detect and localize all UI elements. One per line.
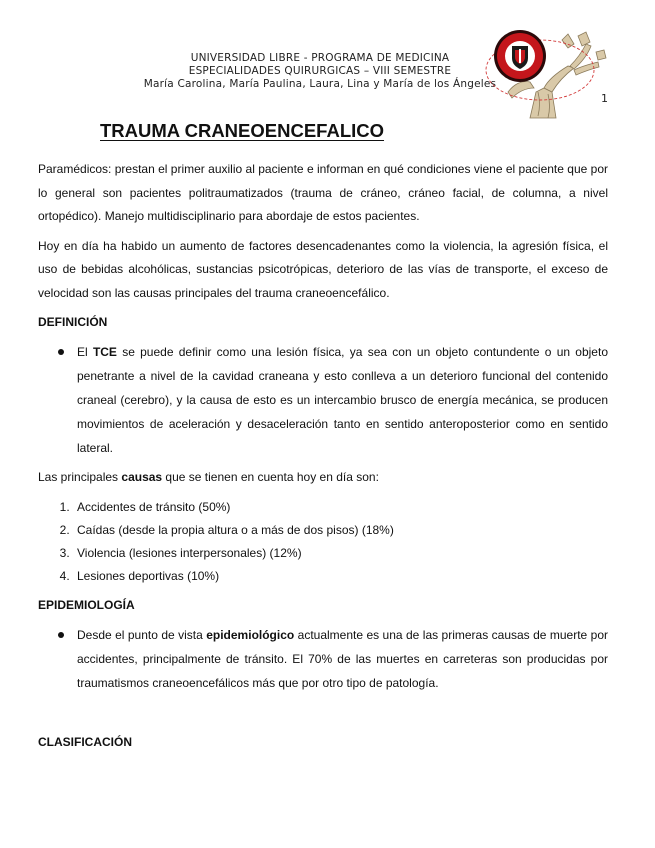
header-specialty: ESPECIALIDADES QUIRURGICAS – VIII SEMESTRE xyxy=(188,65,452,77)
epidemiology-text: Desde el punto de vista epidemiológico actualmente es una de las primeras causas de muerte por accidentes, principalmente de tránsito. El 70% de las muertes en carreteras son producidas por traumatismos craneoencefálicos más que por otro tipo de patología. xyxy=(77,627,608,690)
intro-paragraph-factores: Hoy en día ha habido un aumento de factores desencadenantes como la violencia, la agresión física, el uso de bebidas alcohólicas, sustancias psicotrópicas, deterioro de las vías de transporte, el exceso de velocidad son las causas principales del trauma craneoencefálico. xyxy=(38,238,608,300)
causes-intro: Las principales causas que se tienen en cuenta hoy en día son: xyxy=(38,470,379,484)
bullet-icon xyxy=(58,349,64,355)
section-heading-clasificacion: CLASIFICACIÓN xyxy=(38,734,132,749)
intro-paragraph-paramedicos: Paramédicos: prestan el primer auxilio al paciente e informan en qué condiciones viene el paciente que por lo general son pacientes politraumatizados (trauma de cráneo, cráneo facial, de columna, a nivel ortopédico). Manejo multidisciplinario para abordaje de estos pacientes. xyxy=(38,162,608,223)
definition-text: El TCE se puede definir como una lesión física, ya sea con un objeto contundente o un objeto penetrante a nivel de la cavidad craneana y esto conlleva a un deterioro funcional del contenido craneal (cerebro), y la causa de esto es un intercambio brusco de energía mecánica, se producen movimientos de aceleración y desaceleración tanto en sentido anteroposterior como en sentido lateral. xyxy=(77,345,608,455)
list-item: 3. Violencia (lesiones interpersonales) (12%) xyxy=(73,542,608,565)
list-item: 4. Lesiones deportivas (10%) xyxy=(73,565,608,588)
list-item: 1. Accidentes de tránsito (50%) xyxy=(73,496,608,519)
header-university: UNIVERSIDAD LIBRE - PROGRAMA DE MEDICINA xyxy=(190,52,450,64)
header-authors: María Carolina, María Paulina, Laura, Lina y María de los Ángeles xyxy=(143,78,497,90)
university-logo xyxy=(478,22,618,120)
section-heading-epidemiologia: EPIDEMIOLOGÍA xyxy=(38,597,135,612)
university-seal xyxy=(494,30,546,82)
section-heading-definicion: DEFINICIÓN xyxy=(38,315,108,329)
bullet-icon xyxy=(58,632,64,638)
list-item: 2. Caídas (desde la propia altura o a más de dos pisos) (18%) xyxy=(73,519,608,542)
epidemiology-bullet xyxy=(38,623,608,695)
page-number: 1 xyxy=(601,92,608,105)
definition-bullet xyxy=(38,340,608,460)
document-title: TRAUMA CRANEOENCEFALICO xyxy=(100,120,385,141)
causes-list xyxy=(38,496,608,588)
document-body xyxy=(38,158,608,760)
